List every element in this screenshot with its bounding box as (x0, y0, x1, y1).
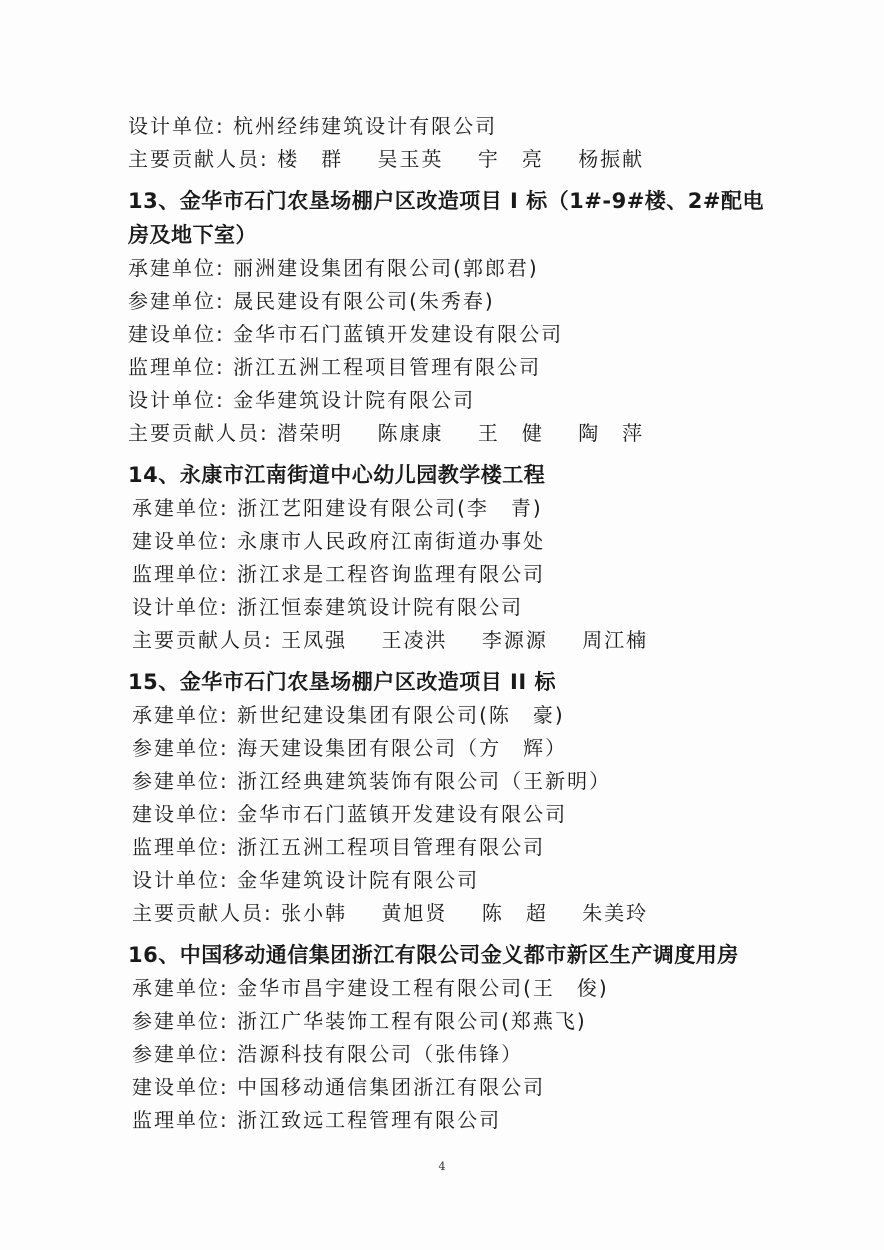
row-value: 金华市石门蓝镇开发建设有限公司 (237, 802, 568, 826)
project-13-title-line1: 13、金华市石门农垦场棚户区改造项目 I 标（1#-9#楼、2#配电 (128, 189, 764, 213)
contributor-name: 潜荣明 (277, 421, 344, 445)
contributor-name: 杨振献 (578, 147, 645, 171)
row-value: 浙江艺阳建设有限公司(李 青) (237, 496, 543, 520)
p16-row (0, 972, 884, 1005)
project-13-title-line2: 房及地下室） (128, 223, 257, 247)
p13-row (0, 285, 884, 318)
row-label: 监理单位: (132, 562, 229, 586)
contributor-name: 王凌洪 (381, 628, 448, 652)
row-value: 金华市昌宇建设工程有限公司(王 俊) (237, 976, 609, 1000)
p13-contributors-row (0, 417, 884, 450)
row-value: 浙江经典建筑装饰有限公司（王新明） (237, 769, 612, 793)
project-14-title: 14、永康市江南街道中心幼儿园教学楼工程 (128, 463, 546, 487)
contributor-name: 陈 超 (481, 901, 548, 925)
row-label: 主要贡献人员: (132, 901, 273, 925)
row-value: 浙江求是工程咨询监理有限公司 (237, 562, 546, 586)
p14-row (0, 591, 884, 624)
row-label: 参建单位: (132, 736, 229, 760)
row-label: 参建单位: (132, 769, 229, 793)
row-label: 建设单位: (132, 802, 229, 826)
row-label: 监理单位: (128, 355, 225, 379)
contributor-name: 吴玉英 (377, 147, 444, 171)
p16-row (0, 1104, 884, 1137)
row-label: 建设单位: (128, 322, 225, 346)
p15-row (0, 798, 884, 831)
row-label: 主要贡献人员: (132, 628, 273, 652)
contributor-name: 王 健 (477, 421, 544, 445)
p14-contributors-row (0, 624, 884, 657)
contributor-name: 陈康康 (377, 421, 444, 445)
p14-row (0, 492, 884, 525)
row-value: 浙江致远工程管理有限公司 (237, 1108, 502, 1132)
p13-row (0, 252, 884, 285)
row-value: 浙江恒泰建筑设计院有限公司 (237, 595, 524, 619)
contributor-name: 李源源 (481, 628, 548, 652)
p15-contributors-row (0, 897, 884, 930)
row-value: 浙江广华装饰工程有限公司(郑燕飞) (237, 1009, 587, 1033)
row-value: 浩源科技有限公司（张伟锋） (237, 1042, 524, 1066)
p13-row (0, 351, 884, 384)
row-value: 浙江五洲工程项目管理有限公司 (237, 835, 546, 859)
p15-row (0, 732, 884, 765)
contributor-name: 朱美玲 (582, 901, 649, 925)
row-label: 监理单位: (132, 835, 229, 859)
p16-row (0, 1005, 884, 1038)
row-label: 设计单位: (132, 868, 229, 892)
row-label: 设计单位: (128, 388, 225, 412)
row-label: 建设单位: (132, 1075, 229, 1099)
p15-row (0, 699, 884, 732)
p13-row (0, 318, 884, 351)
contributor-name: 陶 萍 (578, 421, 645, 445)
row-label: 参建单位: (132, 1009, 229, 1033)
row-label: 建设单位: (132, 529, 229, 553)
p15-row (0, 765, 884, 798)
row-label: 监理单位: (132, 1108, 229, 1132)
row-value: 浙江五洲工程项目管理有限公司 (233, 355, 542, 379)
p15-row (0, 864, 884, 897)
contributor-name: 楼 群 (277, 147, 344, 171)
row-value: 金华建筑设计院有限公司 (237, 868, 480, 892)
top-design-row (0, 110, 884, 143)
page-number: 4 (438, 1160, 446, 1173)
p16-row (0, 1038, 884, 1071)
row-label: 主要贡献人员: (128, 421, 269, 445)
row-label: 设计单位: (128, 114, 225, 138)
row-label: 承建单位: (132, 976, 229, 1000)
row-label: 参建单位: (128, 289, 225, 313)
row-value: 金华建筑设计院有限公司 (233, 388, 476, 412)
row-value: 新世纪建设集团有限公司(陈 豪) (237, 703, 565, 727)
row-label: 参建单位: (132, 1042, 229, 1066)
p16-row (0, 1071, 884, 1104)
project-15-title: 15、金华市石门农垦场棚户区改造项目 II 标 (128, 670, 556, 694)
contributor-name: 黄旭贤 (381, 901, 448, 925)
row-value: 中国移动通信集团浙江有限公司 (237, 1075, 546, 1099)
p14-row (0, 558, 884, 591)
row-label: 设计单位: (132, 595, 229, 619)
row-value: 金华市石门蓝镇开发建设有限公司 (233, 322, 564, 346)
contributor-name: 周江楠 (582, 628, 649, 652)
row-label: 承建单位: (128, 256, 225, 280)
row-label: 承建单位: (132, 496, 229, 520)
top-contributors-row (0, 143, 884, 176)
row-label: 承建单位: (132, 703, 229, 727)
p15-row (0, 831, 884, 864)
project-16-title: 16、中国移动通信集团浙江有限公司金义都市新区生产调度用房 (128, 943, 739, 967)
row-label: 主要贡献人员: (128, 147, 269, 171)
contributor-name: 王凤强 (281, 628, 348, 652)
p14-row (0, 525, 884, 558)
contributor-name: 宇 亮 (477, 147, 544, 171)
row-value: 晟民建设有限公司(朱秀春) (233, 289, 495, 313)
row-value: 永康市人民政府江南街道办事处 (237, 529, 546, 553)
row-value: 杭州经纬建筑设计有限公司 (233, 114, 498, 138)
document-content (0, 110, 884, 1137)
row-value: 海天建设集团有限公司（方 辉） (237, 736, 568, 760)
contributor-name: 张小韩 (281, 901, 348, 925)
p13-row (0, 384, 884, 417)
row-value: 丽洲建设集团有限公司(郭郎君) (233, 256, 539, 280)
